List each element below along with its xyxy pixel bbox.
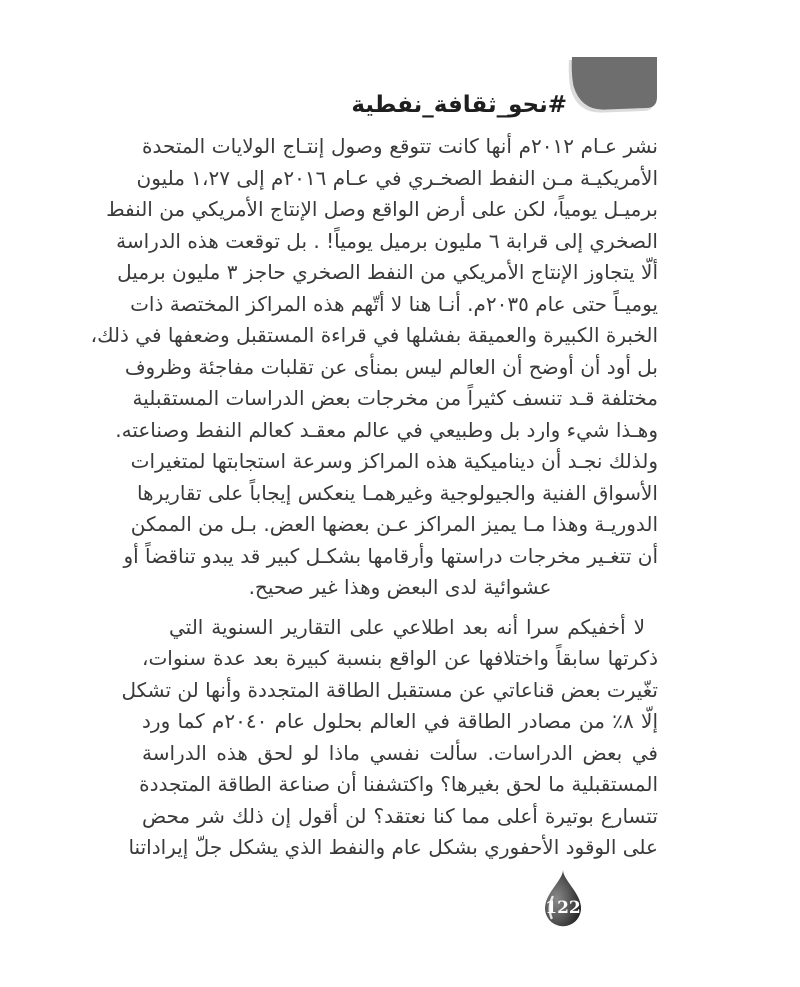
paragraph-line: في بعض الدراسات. سألت نفسي ماذا لو لحق هذه الدراسة <box>142 740 658 765</box>
paragraph-line: الدوريـة وهذا مـا يميز المراكز عـن بعضها العض. بـل من الممكن <box>130 512 658 536</box>
paragraph-line: مختلفة قـد تنسف كثيراً من مخرجات بعض الدراسات المستقبلية <box>132 386 658 410</box>
paragraph-line: ولذلك نجـد أن ديناميكية هذه المراكز وسرعة استجابتها لمتغيرات <box>130 449 658 473</box>
paragraph-line: الخبرة الكبيرة والعميقة بفشلها في قراءة المستقبل وضعفها في ذلك، <box>90 323 658 347</box>
paragraph-1 <box>90 131 658 604</box>
paragraph-line: ذكرتها سابقاً واختلافها عن الواقع بنسبة كبيرة بعد عدة سنوات، <box>142 646 658 670</box>
paragraph-last-line: عشوائية لدى البعض وهذا غير صحيح. <box>248 575 552 599</box>
paragraph-2 <box>121 612 658 864</box>
paragraph-line: نشر عـام ٢٠١٢م أنها كانت تتوقع وصول إنتـاج الولايات المتحدة <box>142 134 658 158</box>
paragraph-line: برميـل يومياً، لكن على أرض الواقع وصل الإنتاج الأمريكي من النفط <box>106 197 658 221</box>
paragraph-line: ألّا يتجاوز الإنتاج الأمريكي من النفط الصخري حاجز ٣ مليون برميل <box>117 260 658 284</box>
paragraph-line: تغّيرت بعض قناعاتي عن مستقبل الطاقة المتجددة وأنها لن تشكل <box>121 677 658 702</box>
paragraph-line: المستقبلية ما لحق بغيرها؟ واكتشفنا أن صناعة الطاقة المتجددة <box>139 772 658 796</box>
paragraph-line: على الوقود الأحفوري بشكل عام والنفط الذي يشكل جلّ إيراداتنا <box>128 835 658 859</box>
paragraph-first-line: لا أخفيكم سرا أنه بعد اطلاعي على التقارير السنوية التي <box>169 614 645 639</box>
paragraph-line: أن تتغـير مخرجات دراستها وأرقامها بشكـل كبير قد يبدو تناقضاً أو <box>123 543 658 568</box>
oil-drop-page-badge <box>543 870 583 928</box>
paragraph-line: تتسارع بوتيرة أعلى مما كنا نعتقد؟ لن أقول إن ذلك شر محض <box>142 803 658 828</box>
paragraph-line: بل أود أن أوضح أن العالم ليس بمنأى عن تقلبات مفاجئة وظروف <box>124 354 658 379</box>
paragraph-line: الأمريكيـة مـن النفط الصخـري في عـام ٢٠١٦م إلى ١،٢٧ مليون <box>136 165 658 190</box>
paragraph-line: الصخري إلى قرابة ٦ مليون برميل يومياً! . بل توقعت هذه الدراسة <box>116 228 658 253</box>
body-text-column <box>90 131 658 864</box>
chapter-hashtag-title: #نحو_ثقافة_نفطية <box>351 92 567 118</box>
paragraph-line: يوميـاً حتى عام ٢٠٣٥م. أنـا هنا لا أتّهم هذه المراكز المختصة ذات <box>130 291 658 316</box>
corner-decoration-icon <box>566 57 657 115</box>
paragraph-line: الأسواق الفنية والجيولوجية وغيرهمـا ينعكس إيجاباً على تقاريرها <box>136 480 658 505</box>
paragraph-line: وهـذا شيء وارد بل وطبيعي في عالم معقـد كعالم النفط وصناعته. <box>115 417 658 442</box>
page-number: 122 <box>545 898 581 918</box>
paragraph-line: إلّا ٨٪ من مصادر الطاقة في العالم بحلول عام ٢٠٤٠م كما ورد <box>142 709 658 733</box>
